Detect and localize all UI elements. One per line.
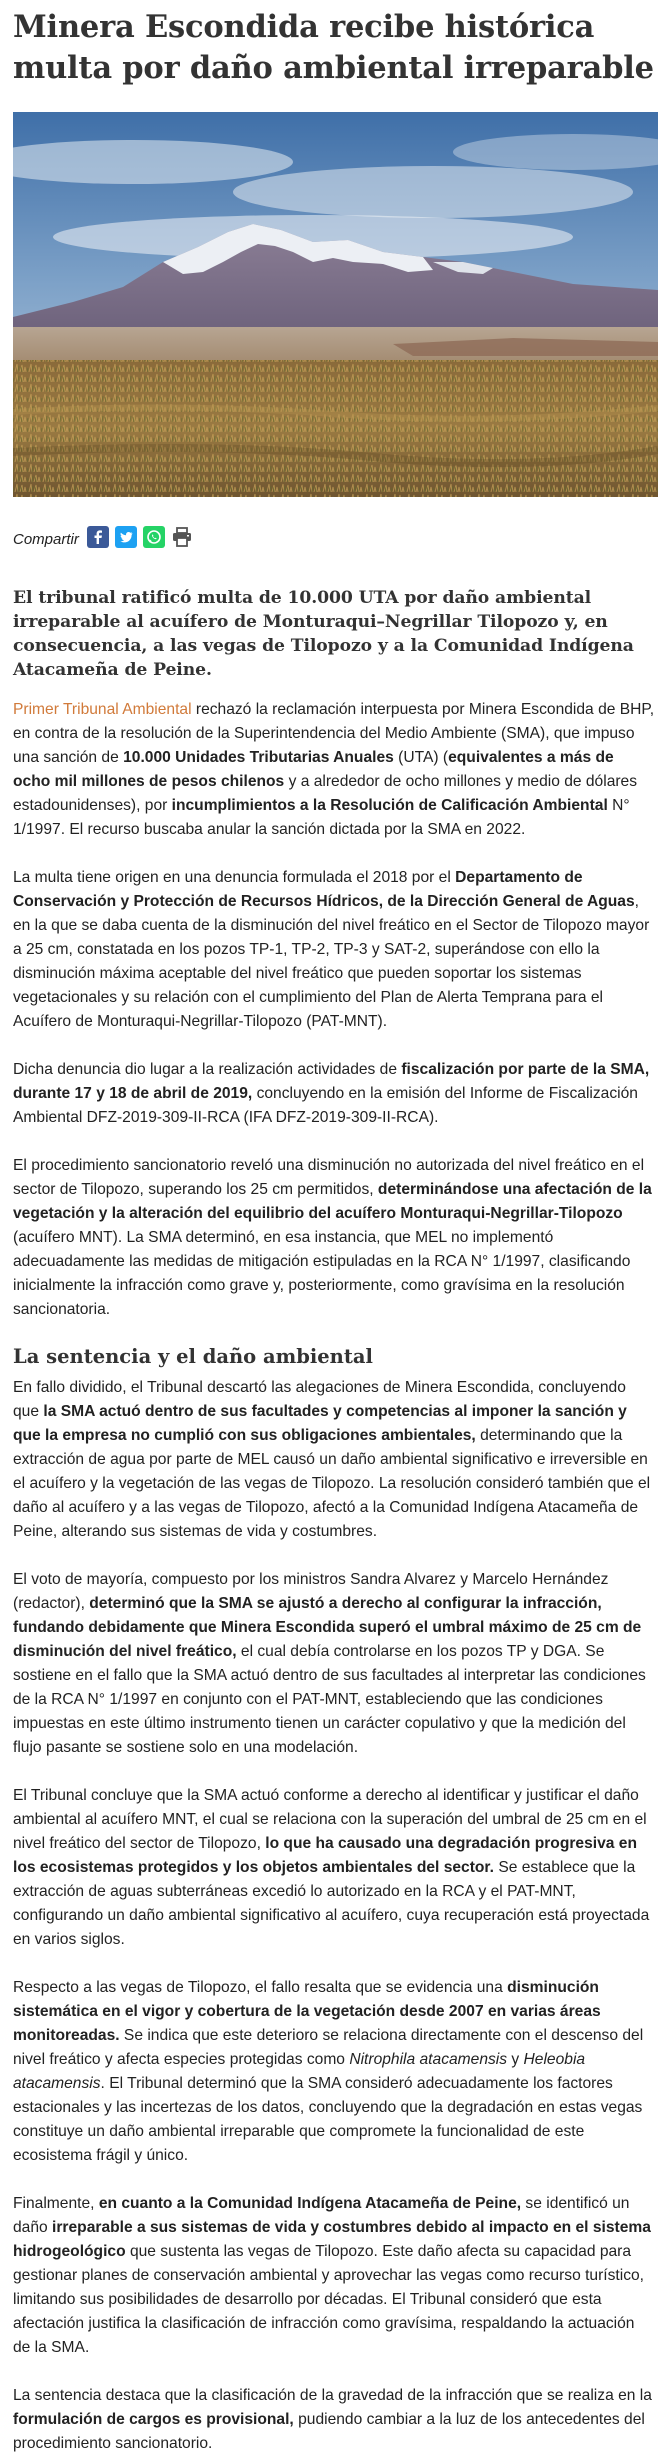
paragraph-8: Respecto a las vegas de Tilopozo, el fallo resalta que se evidencia una disminución sistemática en el vigor y cobertura de la vegetación desde 2007 en varias áreas monitoreadas. Se indica que este deterioro se relaciona directamente con el descenso del nivel freático y afecta especies protegidas como Nitrophila atacamensis y Heleobia atacamensis. El Tribunal determinó que la SMA consideró adecuadamente los factores estacionales y las incertezas de los datos, concluyendo que la degradación en estas vegas constituye un daño ambiental irreparable que compromete la funcionalidad de este ecosistema frágil y único.: [13, 1979, 644, 2164]
share-bar: [13, 524, 655, 550]
section-subtitle: La sentencia y el daño ambiental: [13, 1345, 373, 1368]
print-icon[interactable]: [171, 526, 193, 548]
tribunal-link[interactable]: Primer Tribunal Ambiental: [13, 701, 192, 718]
whatsapp-icon[interactable]: [143, 526, 165, 548]
paragraph-9: Finalmente, en cuanto a la Comunidad Indígena Atacameña de Peine, se identificó un daño irreparable a sus sistemas de vida y costumbres debido al impacto en el sistema hidrogeológico que sustenta las vegas de Tilopozo. Este daño afecta su capacidad para gestionar planes de conservación ambiental y aprovechar las vegas como recurso turístico, limitando sus posibilidades de desarrollo por décadas. El Tribunal consideró que esta afectación justifica la clasificación de infracción como gravísima, respaldando la actuación de la SMA.: [13, 2195, 651, 2356]
article-title: Minera Escondida recibe histórica multa por daño ambiental irreparable: [13, 9, 654, 86]
paragraph-1: Primer Tribunal Ambiental rechazó la reclamación interpuesta por Minera Escondida de BHP, en contra de la resolución de la Superintendencia del Medio Ambiente (SMA), que impuso una sanción de 10.000 Unidades Tributarias Anuales (UTA) (equivalentes a más de ocho mil millones de pesos chilenos y a alrededor de ocho millones y medio de dólares estadounidenses), por incumplimientos a la Resolución de Calificación Ambiental N° 1/1997. El recurso buscaba anular la sanción dictada por la SMA en 2022.: [13, 701, 655, 838]
share-label: Compartir: [13, 530, 79, 548]
article-page: [0, 7, 655, 2456]
landscape-photo: [13, 112, 658, 497]
paragraph-10: La sentencia destaca que la clasificación de la gravedad de la infracción que se realiza en la formulación de cargos es provisional, pudiendo cambiar a la luz de los antecedentes del procedimiento sancionatorio.: [13, 2387, 652, 2452]
paragraph-7: El Tribunal concluye que la SMA actuó conforme a derecho al identificar y justificar el daño ambiental al acuífero MNT, el cual se relaciona con la superación del umbral de 25 cm en el nivel freático del sector de Tilopozo, lo que ha causado una degradación progresiva en los ecosistemas protegidos y los objetos ambientales del sector. Se establece que la extracción de aguas subterráneas excedió lo autorizado en la RCA y el PAT-MNT, configurando un daño ambiental significativo al acuífero, cuya recuperación está proyectada en varios siglos.: [13, 1787, 650, 1948]
hero-image: [13, 112, 658, 497]
paragraph-3: Dicha denuncia dio lugar a la realización actividades de fiscalización por parte de la SMA, durante 17 y 18 de abril de 2019, concluyendo en la emisión del Informe de Fiscalización Ambiental DFZ-2019-309-II-RCA (IFA DFZ-2019-309-II-RCA).: [13, 1061, 650, 1126]
paragraph-5: En fallo dividido, el Tribunal descartó las alegaciones de Minera Escondida, concluyendo que la SMA actuó dentro de sus facultades y competencias al imponer la sanción y que la empresa no cumplió con sus obligaciones ambientales, determinando que la extracción de agua por parte de MEL causó un daño ambiental significativo e irreversible en el acuífero y la vegetación de las vegas de Tilopozo. La resolución consideró también que el daño al acuífero y a las vegas de Tilopozo, afectó a la Comunidad Indígena Atacameña de Peine, alterando sus sistemas de vida y costumbres.: [13, 1379, 651, 1540]
paragraph-4: El procedimiento sancionatorio reveló una disminución no autorizada del nivel freático en el sector de Tilopozo, superando los 25 cm permitidos, determinándose una afectación de la vegetación y la alteración del equilibrio del acuífero Monturaqui-Negrillar-Tilopozo (acuífero MNT). La SMA determinó, en esa instancia, que MEL no implementó adecuadamente las medidas de mitigación estipuladas en la RCA N° 1/1997, clasificando inicialmente la infracción como grave y, posteriormente, como gravísima en la resolución sancionatoria.: [13, 1157, 652, 1318]
facebook-icon[interactable]: [87, 526, 109, 548]
twitter-icon[interactable]: [115, 526, 137, 548]
paragraph-6: El voto de mayoría, compuesto por los ministros Sandra Alvarez y Marcelo Hernández (redactor), determinó que la SMA se ajustó a derecho al configurar la infracción, fundando debidamente que Minera Escondida superó el umbral máximo de 25 cm de disminución del nivel freático, el cual debía controlarse en los pozos TP y DGA. Se sostiene en el fallo que la SMA actuó dentro de sus facultades al interpretar las condiciones de la RCA N° 1/1997 en conjunto con el PAT-MNT, estableciendo que las condiciones impuestas en este último instrumento tienen un carácter copulativo y que la medición del flujo pasante se sostiene solo en una modelación.: [13, 1571, 646, 1756]
paragraph-2: La multa tiene origen en una denuncia formulada el 2018 por el Departamento de Conservación y Protección de Recursos Hídricos, de la Dirección General de Aguas, en la que se daba cuenta de la disminución del nivel freático en el Sector de Tilopozo mayor a 25 cm, constatada en los pozos TP-1, TP-2, TP-3 y SAT-2, superándose con ello la disminución máxima aceptable del nivel freático que pueden soportar los sistemas vegetacionales y su relación con el cumplimiento del Plan de Alerta Temprana para el Acuífero de Monturaqui-Negrillar-Tilopozo (PAT-MNT).: [13, 869, 650, 1030]
article-lead: El tribunal ratificó multa de 10.000 UTA por daño ambiental irreparable al acuífero de Monturaqui–Negrillar Tilopozo y, en consecuencia, a las vegas de Tilopozo y a la Comunidad Indígena Atacameña de Peine.: [13, 588, 634, 680]
